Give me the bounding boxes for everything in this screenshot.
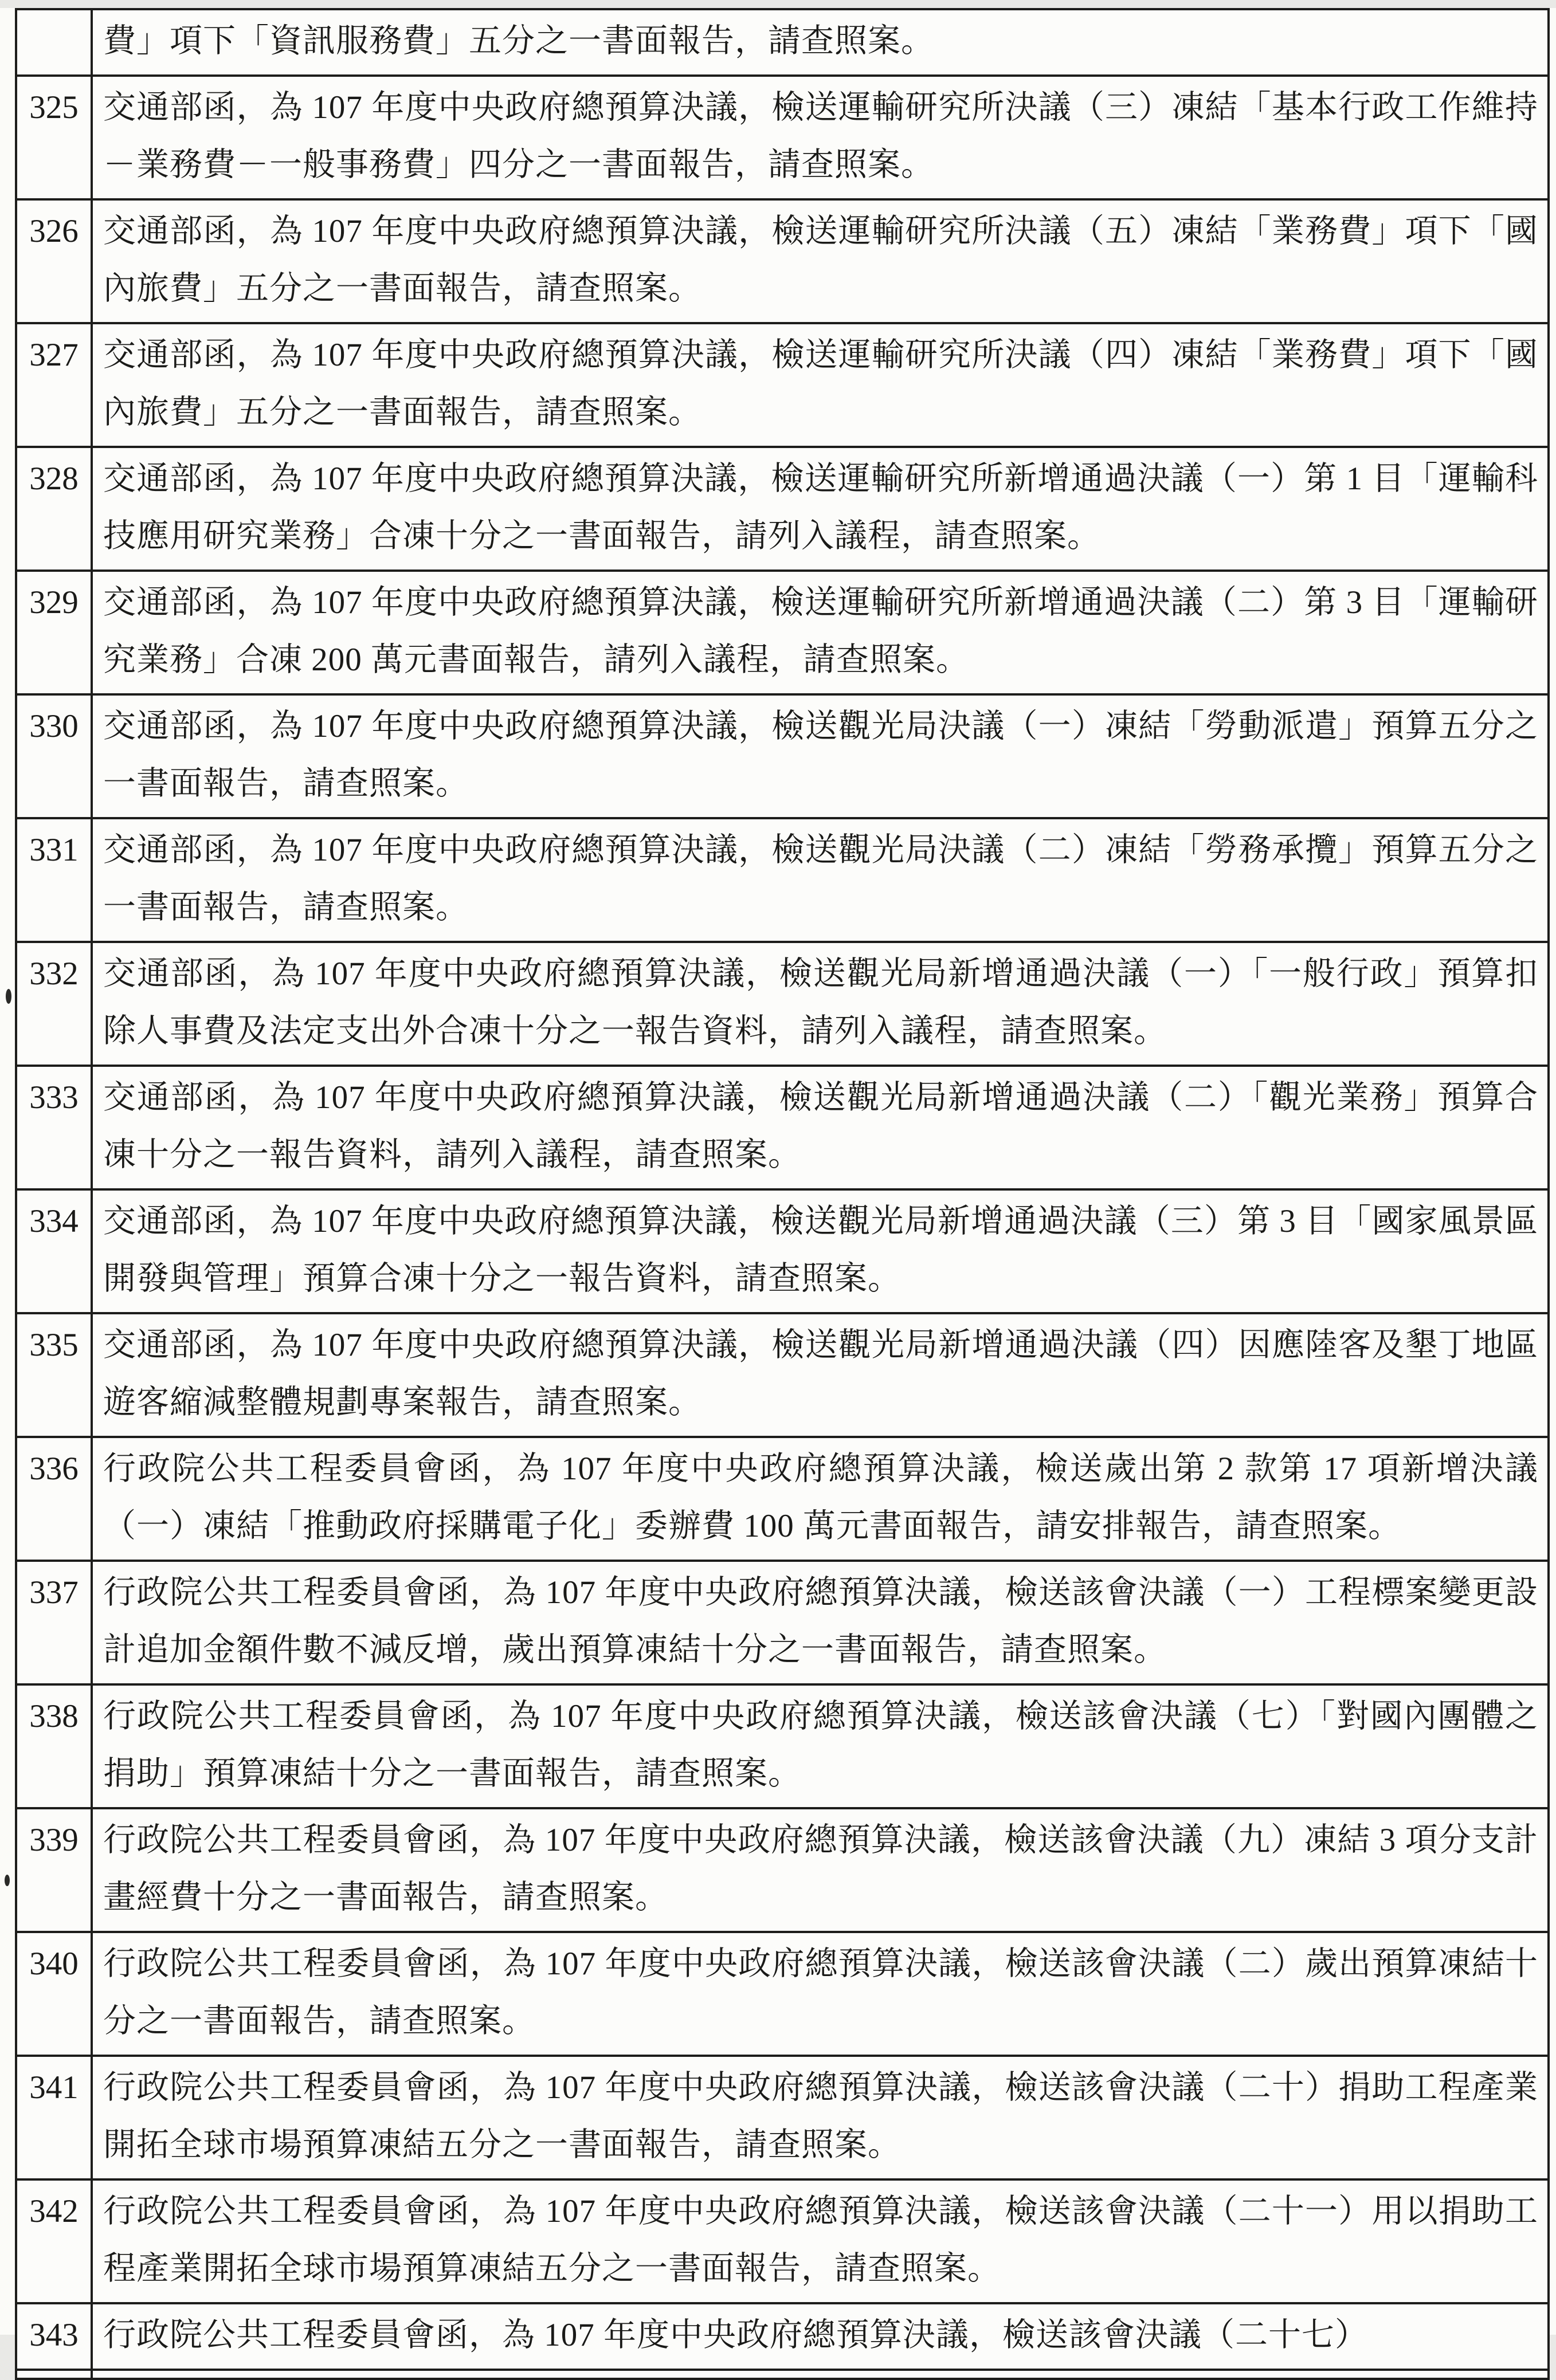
table-row — [16, 1437, 1549, 1561]
row-number-cell: 325 — [16, 76, 92, 199]
row-text-cell: 交通部函，為 107 年度中央政府總預算決議，檢送運輸研究所決議（四）凍結「業務費」項下「國內旅費」五分之一書面報告，請查照案。 — [92, 323, 1549, 447]
row-number-cell: 343 — [16, 2303, 92, 2370]
row-text-cell: 行政院公共工程委員會函，為 107 年度中央政府總預算決議，檢送歲出第 2 款第 17 項新增決議（一）凍結「推動政府採購電子化」委辦費 100 萬元書面報告，請安排報告，請查照案。 — [92, 1437, 1549, 1561]
row-number-cell: 333 — [16, 1066, 92, 1189]
row-text-cell: 費」項下「資訊服務費」五分之一書面報告，請查照案。 — [92, 9, 1549, 76]
table-row — [16, 9, 1549, 76]
row-number-cell: 336 — [16, 1437, 92, 1561]
table-body — [16, 9, 1549, 2379]
scan-artifact — [5, 1875, 10, 1886]
row-number-cell: 332 — [16, 942, 92, 1066]
table-row — [16, 2056, 1549, 2179]
row-number-cell: 328 — [16, 447, 92, 571]
row-number-cell: 334 — [16, 1189, 92, 1313]
table-row — [16, 2303, 1549, 2370]
row-text-cell: 交通部函，為 107 年度中央政府總預算決議，檢送運輸研究所決議（五）凍結「業務費」項下「國內旅費」五分之一書面報告，請查照案。 — [92, 199, 1549, 323]
row-number-cell — [16, 2370, 92, 2379]
table-row — [16, 323, 1549, 447]
row-number-cell: 339 — [16, 1808, 92, 1932]
table-row — [16, 76, 1549, 199]
row-text-cell: 交通部函，為 107 年度中央政府總預算決議，檢送觀光局新增通過決議（三）第 3 目「國家風景區開發與管理」預算合凍十分之一報告資料，請查照案。 — [92, 1189, 1549, 1313]
row-text-cell: 交通部函，為 107 年度中央政府總預算決議，檢送觀光局新增通過決議（四）因應陸客及墾丁地區遊客縮減整體規劃專案報告，請查照案。 — [92, 1313, 1549, 1437]
row-number-cell: 340 — [16, 1932, 92, 2056]
table-row — [16, 1313, 1549, 1437]
row-text-cell: 行政院公共工程委員會函，為 107 年度中央政府總預算決議，檢送該會決議（九）凍結 3 項分支計畫經費十分之一書面報告，請查照案。 — [92, 1808, 1549, 1932]
row-text-cell: 行政院公共工程委員會函，為 107 年度中央政府總預算決議，檢送該會決議（二）歲出預算凍結十分之一書面報告，請查照案。 — [92, 1932, 1549, 2056]
row-number-cell: 327 — [16, 323, 92, 447]
row-text-cell: 交通部函，為 107 年度中央政府總預算決議，檢送觀光局新增通過決議（二）「觀光業務」預算合凍十分之一報告資料，請列入議程，請查照案。 — [92, 1066, 1549, 1189]
row-number-cell: 338 — [16, 1684, 92, 1808]
row-text-cell: 交通部函，為 107 年度中央政府總預算決議，檢送觀光局新增通過決議（一）「一般行政」預算扣除人事費及法定支出外合凍十分之一報告資料，請列入議程，請查照案。 — [92, 942, 1549, 1066]
row-text-cell: 行政院公共工程委員會函，為 107 年度中央政府總預算決議，檢送該會決議（二十一）用以捐助工程產業開拓全球市場預算凍結五分之一書面報告，請查照案。 — [92, 2179, 1549, 2303]
table-row — [16, 942, 1549, 1066]
row-text-cell: 交通部函，為 107 年度中央政府總預算決議，檢送運輸研究所新增通過決議（二）第 3 目「運輸研究業務」合凍 200 萬元書面報告，請列入議程，請查照案。 — [92, 571, 1549, 694]
row-number-cell: 341 — [16, 2056, 92, 2179]
row-number-cell: 335 — [16, 1313, 92, 1437]
scanned-document-page — [0, 8, 1556, 2353]
table-row — [16, 1561, 1549, 1684]
table-row — [16, 447, 1549, 571]
row-text-cell: 行政院公共工程委員會函，為 107 年度中央政府總預算決議，檢送該會決議（二十七） — [92, 2303, 1549, 2370]
table-row — [16, 571, 1549, 694]
scan-artifact — [6, 989, 11, 1004]
row-number-cell: 337 — [16, 1561, 92, 1684]
agenda-items-table — [15, 8, 1550, 2380]
table-row — [16, 1066, 1549, 1189]
row-text-cell: 交通部函，為 107 年度中央政府總預算決議，檢送運輸研究所決議（三）凍結「基本行政工作維持－業務費－一般事務費」四分之一書面報告，請查照案。 — [92, 76, 1549, 199]
table-row — [16, 1189, 1549, 1313]
table-row — [16, 694, 1549, 818]
table-row — [16, 2370, 1549, 2379]
table-row — [16, 818, 1549, 942]
table-row — [16, 199, 1549, 323]
row-number-cell: 329 — [16, 571, 92, 694]
row-number-cell: 330 — [16, 694, 92, 818]
table-row — [16, 1684, 1549, 1808]
row-text-cell: 交通部函，為 107 年度中央政府總預算決議，檢送運輸研究所新增通過決議（一）第 1 目「運輸科技應用研究業務」合凍十分之一書面報告，請列入議程，請查照案。 — [92, 447, 1549, 571]
table-row — [16, 1932, 1549, 2056]
row-text-cell: 行政院公共工程委員會函，為 107 年度中央政府總預算決議，檢送該會決議（二十）捐助工程產業開拓全球市場預算凍結五分之一書面報告，請查照案。 — [92, 2056, 1549, 2179]
table-row — [16, 1808, 1549, 1932]
row-text-cell: 交通部函，為 107 年度中央政府總預算決議，檢送觀光局決議（二）凍結「勞務承攬」預算五分之一書面報告，請查照案。 — [92, 818, 1549, 942]
row-number-cell: 326 — [16, 199, 92, 323]
row-number-cell — [16, 9, 92, 76]
table-row — [16, 2179, 1549, 2303]
row-text-cell — [92, 2370, 1549, 2379]
row-number-cell: 342 — [16, 2179, 92, 2303]
row-text-cell: 交通部函，為 107 年度中央政府總預算決議，檢送觀光局決議（一）凍結「勞動派遣」預算五分之一書面報告，請查照案。 — [92, 694, 1549, 818]
row-text-cell: 行政院公共工程委員會函，為 107 年度中央政府總預算決議，檢送該會決議（七）「對國內團體之捐助」預算凍結十分之一書面報告，請查照案。 — [92, 1684, 1549, 1808]
row-number-cell: 331 — [16, 818, 92, 942]
row-text-cell: 行政院公共工程委員會函，為 107 年度中央政府總預算決議，檢送該會決議（一）工程標案變更設計追加金額件數不減反增，歲出預算凍結十分之一書面報告，請查照案。 — [92, 1561, 1549, 1684]
